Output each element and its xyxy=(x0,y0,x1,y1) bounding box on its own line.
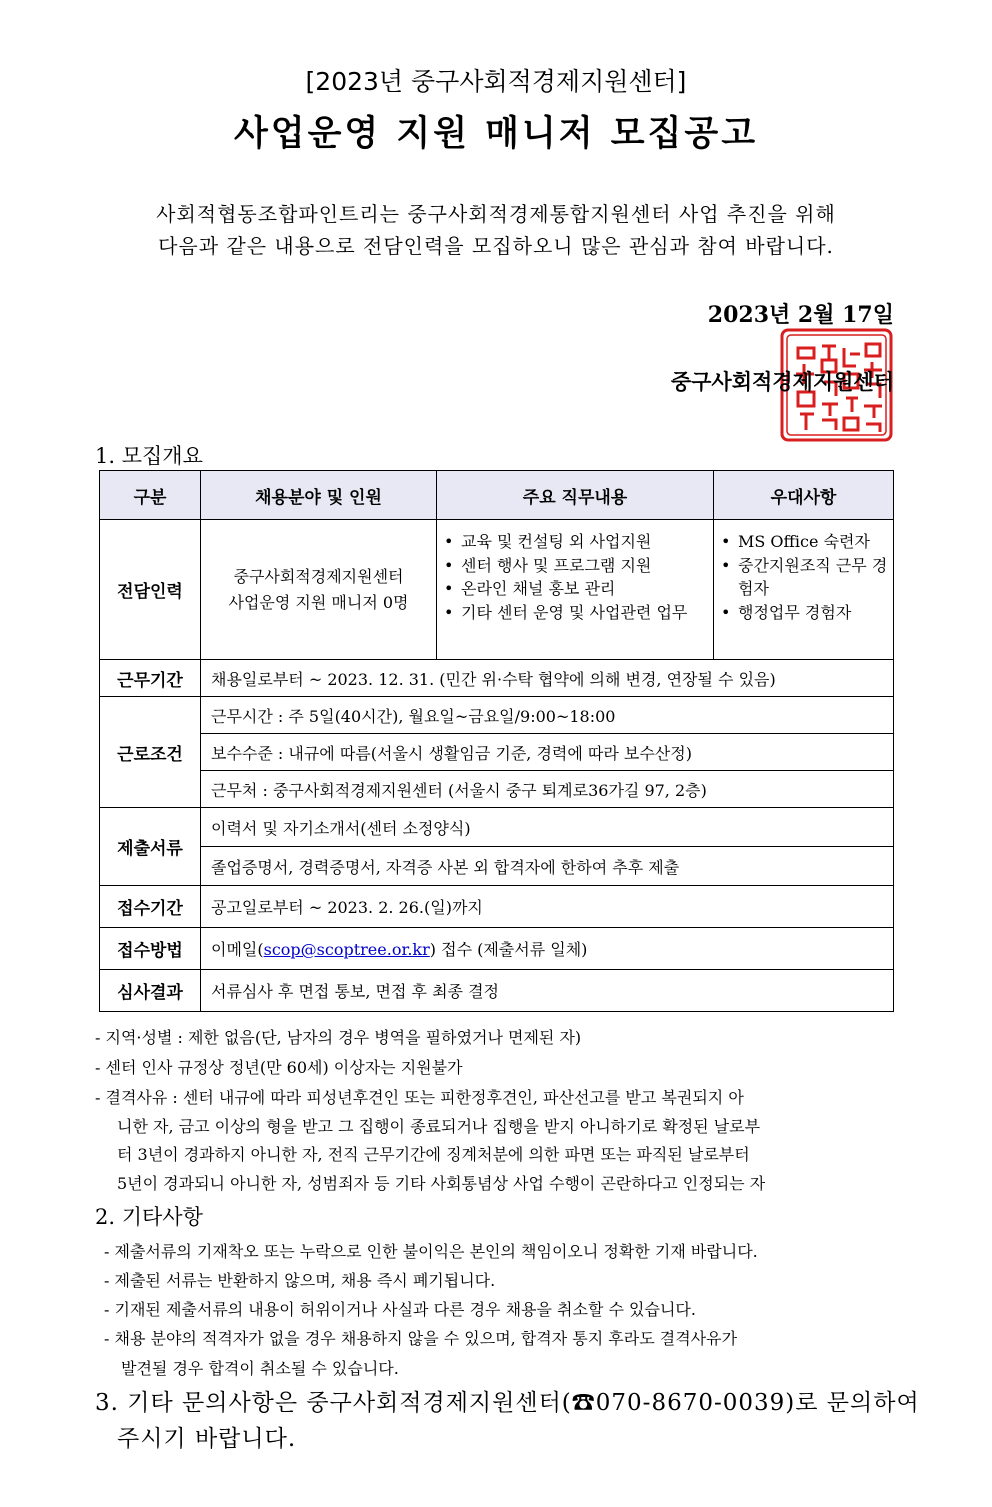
note-continuation: 니한 자, 금고 이상의 형을 받고 그 집행이 종료되거나 집행을 받지 아니하기로 확정된 날로부 xyxy=(117,1117,761,1136)
method-suffix: ) 접수 (제출서류 일체) xyxy=(429,940,588,959)
row-label-documents: 제출서류 xyxy=(100,808,201,886)
field-cell xyxy=(201,520,437,660)
section-3-line-2: 주시기 바랍니다. xyxy=(117,1426,297,1452)
condition-pay: 보수수준 : 내규에 따름(서울시 생활임금 기준, 경력에 따라 보수산정) xyxy=(201,734,894,771)
method-value xyxy=(201,928,894,970)
header-preferences: 우대사항 xyxy=(714,471,894,520)
table-row xyxy=(100,808,894,847)
table-row xyxy=(100,734,894,771)
section-3-line-1: 3. 기타 문의사항은 중구사회적경제지원센터(☎070-8670-0039)로 문의하여 xyxy=(95,1390,920,1416)
result-value: 서류심사 후 면접 통보, 면접 후 최종 결정 xyxy=(201,970,894,1012)
preference-item: • 중간지원조직 근무 경험자 xyxy=(738,554,889,601)
note-line: - 지역·성별 : 제한 없음(단, 남자의 경우 병역을 필하였거나 면제된 자) xyxy=(95,1028,582,1047)
organization-name: 중구사회적경제지원센터 xyxy=(670,369,894,394)
duty-item: • 기타 센터 운영 및 사업관련 업무 xyxy=(461,601,709,625)
section-2-heading: 2. 기타사항 xyxy=(95,1205,203,1229)
condition-hours: 근무시간 : 주 5일(40시간), 월요일~금요일/9:00~18:00 xyxy=(201,697,894,734)
recruitment-summary-table xyxy=(99,470,894,1012)
header-field: 채용분야 및 인원 xyxy=(201,471,437,520)
duty-item: • 온라인 채널 홍보 관리 xyxy=(461,577,709,601)
note-line: - 센터 인사 규정상 정년(만 60세) 이상자는 지원불가 xyxy=(95,1058,463,1077)
field-line-2: 사업운영 지원 매니저 0명 xyxy=(228,592,409,612)
section-2-item-continuation: 발견될 경우 합격이 취소될 수 있습니다. xyxy=(121,1359,399,1378)
row-label-method: 접수방법 xyxy=(100,928,201,970)
duty-item: • 센터 행사 및 프로그램 지원 xyxy=(461,554,709,578)
section-2-item: - 채용 분야의 적격자가 없을 경우 채용하지 않을 수 있으며, 합격자 통지 후라도 결격사유가 xyxy=(104,1329,738,1348)
table-header-row xyxy=(100,471,894,520)
row-label-result: 심사결과 xyxy=(100,970,201,1012)
condition-location: 근무처 : 중구사회적경제지원센터 (서울시 중구 퇴계로36가길 97, 2층) xyxy=(201,771,894,808)
notice-subtitle: [2023년 중구사회적경제지원센터] xyxy=(305,67,687,96)
table-row xyxy=(100,660,894,697)
section-2-item: - 제출된 서류는 반환하지 않으며, 채용 즉시 폐기됩니다. xyxy=(104,1271,496,1290)
notice-date: 2023년 2월 17일 xyxy=(707,302,894,328)
header-category: 구분 xyxy=(100,471,201,520)
duty-item: • 교육 및 컨설팅 외 사업지원 xyxy=(461,530,709,554)
email-link[interactable]: scop@scoptree.or.kr xyxy=(263,940,430,959)
row-label-staff: 전담인력 xyxy=(100,520,201,660)
table-row xyxy=(100,970,894,1012)
intro-line-1: 사회적협동조합파인트리는 중구사회적경제통합지원센터 사업 추진을 위해 xyxy=(156,202,836,226)
table-row xyxy=(100,771,894,808)
table-row xyxy=(100,928,894,970)
notice-title: 사업운영 지원 매니저 모집공고 xyxy=(233,114,759,154)
field-line-1: 중구사회적경제지원센터 xyxy=(233,566,404,586)
header-duties: 주요 직무내용 xyxy=(437,471,714,520)
table-row xyxy=(100,847,894,886)
row-label-reception: 접수기간 xyxy=(100,886,201,928)
note-line: - 결격사유 : 센터 내규에 따라 피성년후견인 또는 피한정후견인, 파산선고를 받고 복권되지 아 xyxy=(95,1088,744,1107)
note-continuation: 5년이 경과되니 아니한 자, 성범죄자 등 기타 사회통념상 사업 수행이 곤란하다고 인정되는 자 xyxy=(117,1174,766,1193)
note-continuation: 터 3년이 경과하지 아니한 자, 전직 근무기간에 징계처분에 의한 파면 또는 파직된 날로부터 xyxy=(117,1145,750,1164)
reception-value: 공고일로부터 ~ 2023. 2. 26.(일)까지 xyxy=(201,886,894,928)
section-2-item: - 제출서류의 기재착오 또는 누락으로 인한 불이익은 본인의 책임이오니 정확한 기재 바랍니다. xyxy=(104,1242,758,1261)
preference-item: • 행정업무 경험자 xyxy=(738,601,889,625)
duties-cell xyxy=(437,520,714,660)
row-label-period: 근무기간 xyxy=(100,660,201,697)
preferences-cell xyxy=(714,520,894,660)
section-1-heading: 1. 모집개요 xyxy=(95,444,203,468)
method-prefix: 이메일( xyxy=(211,940,264,959)
section-2-item: - 기재된 제출서류의 내용이 허위이거나 사실과 다른 경우 채용을 취소할 수 있습니다. xyxy=(104,1300,696,1319)
intro-line-2: 다음과 같은 내용으로 전담인력을 모집하오니 많은 관심과 참여 바랍니다. xyxy=(158,234,834,258)
table-row xyxy=(100,520,894,660)
period-value: 채용일로부터 ~ 2023. 12. 31. (민간 위·수탁 협약에 의해 변경, 연장될 수 있음) xyxy=(201,660,894,697)
document-item-1: 이력서 및 자기소개서(센터 소정양식) xyxy=(201,808,894,847)
table-row xyxy=(100,697,894,734)
preference-item: • MS Office 숙련자 xyxy=(738,530,889,554)
document-item-2: 졸업증명서, 경력증명서, 자격증 사본 외 합격자에 한하여 추후 제출 xyxy=(201,847,894,886)
row-label-conditions: 근로조건 xyxy=(100,697,201,808)
table-row xyxy=(100,886,894,928)
